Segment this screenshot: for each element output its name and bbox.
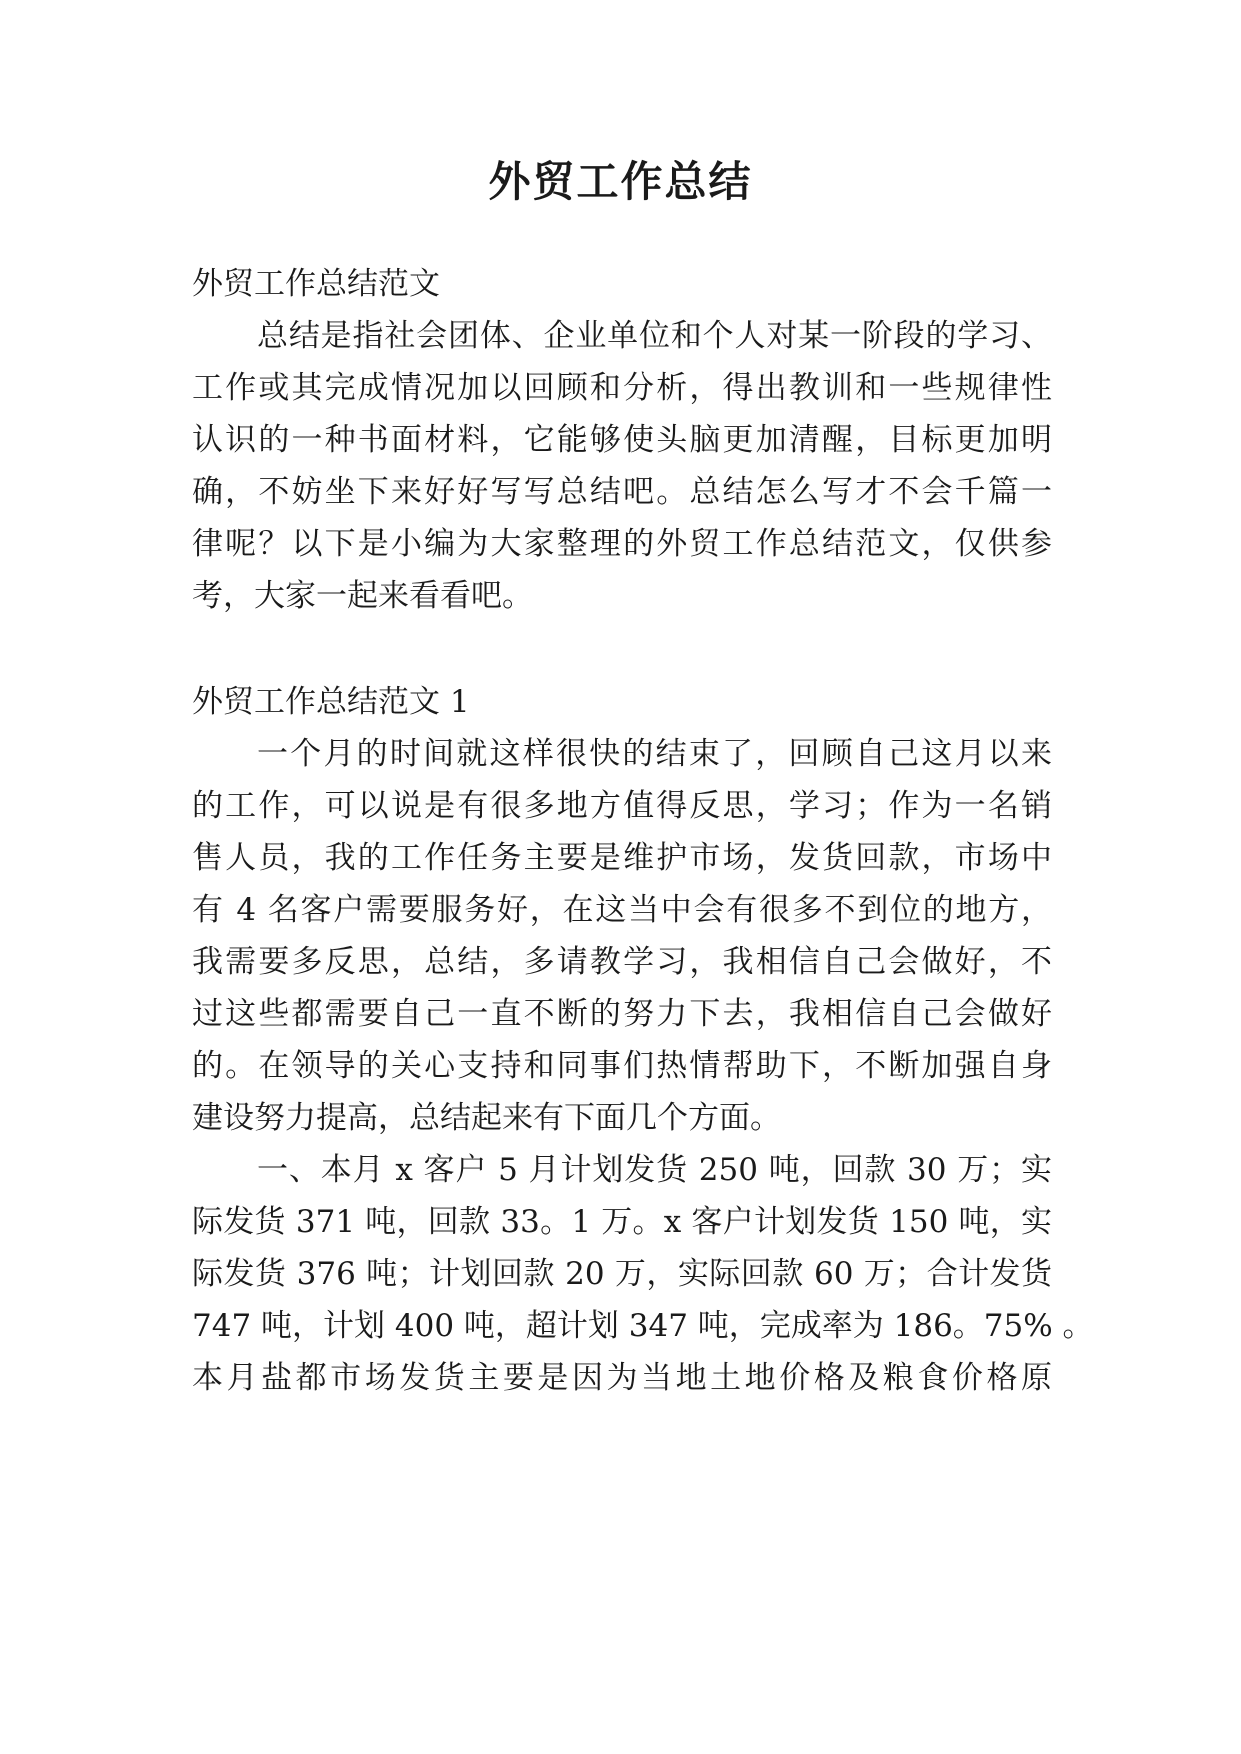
paragraph-line: 本月盐都市场发货主要是因为当地土地价格及粮食价格原 [192, 1360, 1052, 1396]
paragraph-line: 一、本月 x 客户 5 月计划发货 250 吨，回款 30 万；实 [257, 1152, 1052, 1188]
paragraph-line: 际发货 371 吨，回款 33。1 万。x 客户计划发货 150 吨，实 [192, 1204, 1052, 1240]
paragraph-line: 有 4 名客户需要服务好，在这当中会有很多不到位的地方， [192, 892, 1052, 928]
intro-line: 工作或其完成情况加以回顾和分析，得出教训和一些规律性 [192, 370, 1052, 406]
intro-heading: 外贸工作总结范文 [192, 266, 440, 302]
paragraph-line: 747 吨，计划 400 吨，超计划 347 吨，完成率为 186。75% 。 [192, 1308, 1094, 1344]
paragraph-line: 过这些都需要自己一直不断的努力下去，我相信自己会做好 [192, 996, 1052, 1032]
paragraph-line: 的。在领导的关心支持和同事们热情帮助下，不断加强自身 [192, 1048, 1052, 1084]
document-title: 外贸工作总结 [488, 157, 753, 206]
paragraph-line: 建设努力提高，总结起来有下面几个方面。 [192, 1100, 781, 1136]
intro-line: 总结是指社会团体、企业单位和个人对某一阶段的学习、 [257, 318, 1052, 354]
intro-line: 确，不妨坐下来好好写写总结吧。总结怎么写才不会千篇一 [192, 474, 1052, 510]
section-heading: 外贸工作总结范文 1 [192, 684, 470, 720]
paragraph-line: 的工作，可以说是有很多地方值得反思，学习；作为一名销 [192, 788, 1052, 824]
paragraph-line: 际发货 376 吨；计划回款 20 万，实际回款 60 万；合计发货 [192, 1256, 1052, 1292]
intro-line: 律呢？以下是小编为大家整理的外贸工作总结范文，仅供参 [192, 526, 1052, 562]
paragraph-line: 售人员，我的工作任务主要是维护市场，发货回款，市场中 [192, 840, 1052, 876]
paragraph-line: 我需要多反思，总结，多请教学习，我相信自己会做好，不 [192, 944, 1052, 980]
intro-line: 考，大家一起来看看吧。 [192, 578, 533, 614]
intro-line: 认识的一种书面材料，它能够使头脑更加清醒，目标更加明 [192, 422, 1052, 458]
paragraph-line: 一个月的时间就这样很快的结束了，回顾自己这月以来 [257, 736, 1052, 772]
